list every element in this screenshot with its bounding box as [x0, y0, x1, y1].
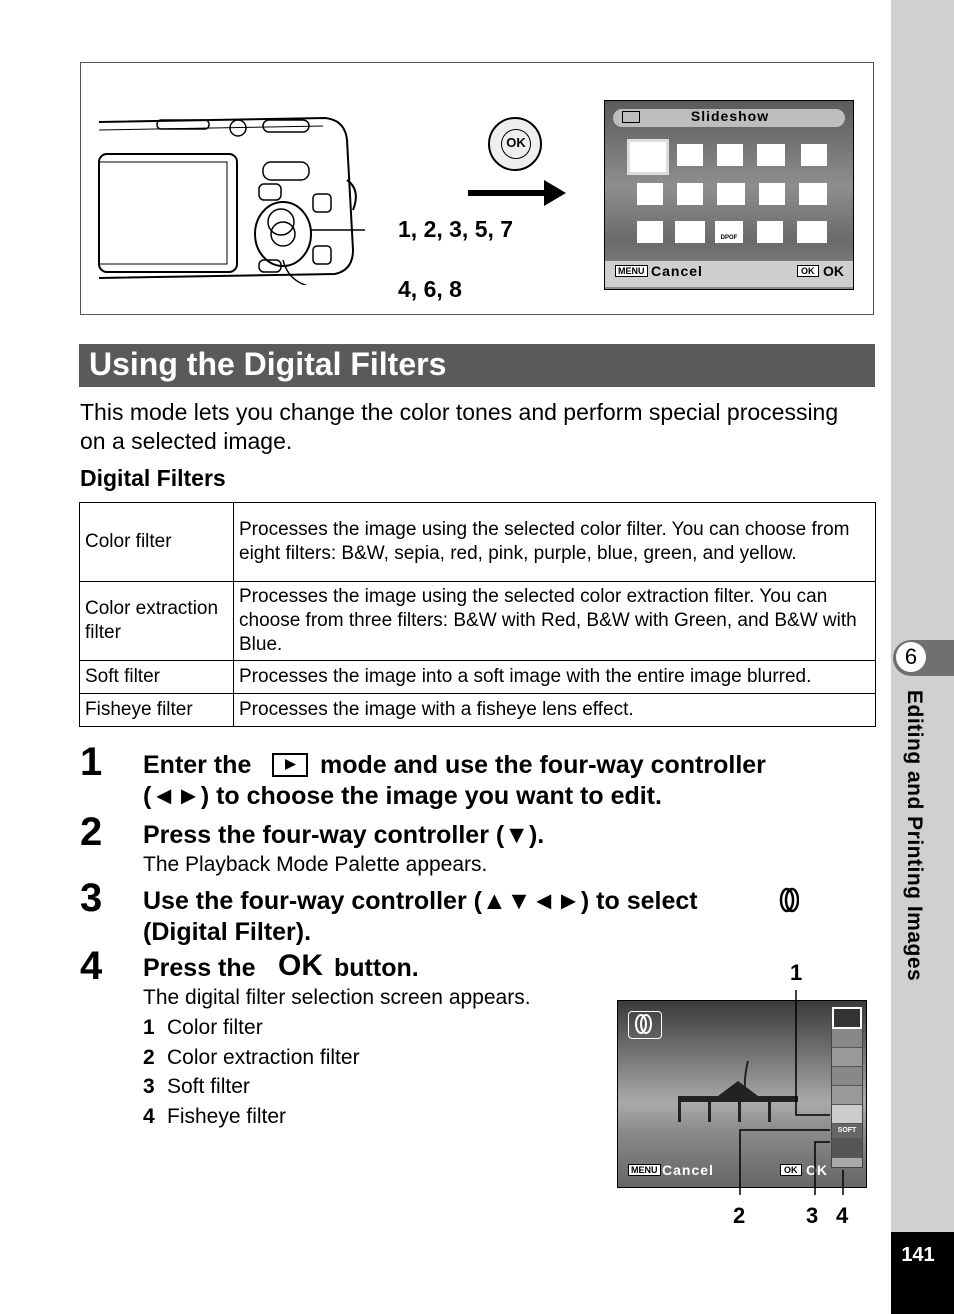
- step-3-text-b: (Digital Filter).: [143, 918, 312, 946]
- movie-edit-icon: [797, 221, 827, 243]
- list-number: 2: [143, 1045, 155, 1069]
- list-item: [143, 1102, 360, 1132]
- filter-name: Fisheye filter: [80, 694, 234, 727]
- resize-icon: [677, 144, 703, 166]
- table-row: [80, 582, 876, 661]
- list-text: Color extraction filter: [167, 1045, 360, 1069]
- protect-icon: [675, 221, 705, 243]
- step-number: 2: [80, 810, 103, 854]
- digital-filters-table: [79, 502, 876, 727]
- camera-illustration: [95, 110, 365, 285]
- frame-icon: [759, 183, 785, 205]
- step-1-text-c: (◄►) to choose the image you want to edit.: [143, 782, 662, 810]
- ok-button-label: OK: [501, 129, 531, 159]
- callout-1: 1: [790, 960, 803, 985]
- ok-key-icon: OK: [797, 265, 819, 277]
- list-text: Fisheye filter: [167, 1104, 287, 1128]
- cropping-icon: [717, 144, 743, 166]
- soft-filter-option: SOFT: [832, 1124, 862, 1138]
- filter-description: Processes the image into a soft image with the entire image blurred.: [234, 661, 876, 694]
- screen-cancel-label: Cancel: [662, 1162, 714, 1178]
- slideshow-icon: [627, 139, 669, 175]
- step-2-text: Press the four-way controller (▼).: [143, 821, 545, 849]
- list-text: Color filter: [167, 1016, 263, 1039]
- step-4-text-a: Press the: [143, 954, 256, 982]
- screen-ok-label: OK: [806, 1162, 827, 1178]
- list-item: [143, 1013, 360, 1043]
- digital-filter-icon: [628, 1011, 662, 1039]
- callout-3: 3: [806, 1203, 819, 1228]
- section-title: Using the Digital Filters: [89, 346, 447, 382]
- table-row: [80, 694, 876, 727]
- step-1-text-a: Enter the: [143, 751, 252, 779]
- menu-key-icon: MENU: [615, 265, 648, 277]
- rotate-icon: [801, 144, 827, 166]
- callout-4: 4: [836, 1203, 849, 1228]
- filter-name: Color filter: [80, 503, 234, 582]
- list-item: [143, 1072, 360, 1102]
- filter-list: [143, 1013, 360, 1131]
- table-row: [80, 503, 876, 582]
- step-4-sub: The digital filter selection screen appears.: [143, 986, 531, 1009]
- palette-ok-label: OK: [823, 263, 844, 279]
- list-number: 3: [143, 1075, 155, 1098]
- ok-key-icon: OK: [780, 1164, 802, 1176]
- list-item: [143, 1043, 360, 1073]
- step-number: 4: [80, 944, 103, 988]
- arrow-right-icon: [468, 178, 568, 208]
- list-text: Soft filter: [167, 1075, 250, 1098]
- menu-key-icon: MENU: [628, 1164, 661, 1176]
- chapter-title: Editing and Printing Images: [903, 690, 926, 982]
- image-copy-icon: [757, 144, 785, 166]
- step-1-text-b: mode and use the four-way controller: [320, 751, 766, 779]
- callout-steps-a: 1, 2, 3, 5, 7: [398, 216, 514, 242]
- palette-title: Slideshow: [690, 108, 770, 124]
- callout-2: 2: [733, 1203, 746, 1228]
- start-up-screen-icon: [757, 221, 783, 243]
- list-number: 1: [143, 1016, 155, 1039]
- playback-mode-icon: [272, 753, 308, 777]
- frame-composite-icon: [717, 183, 745, 205]
- page-number: 141: [901, 1244, 935, 1266]
- filter-name: Color extraction filter: [80, 582, 234, 661]
- step-4-text-b: button.: [334, 954, 419, 982]
- dpof-icon: DPOF: [715, 221, 743, 243]
- callout-lines: [730, 985, 860, 1210]
- digital-filter-icon: [637, 183, 663, 205]
- ok-button-icon: [488, 117, 542, 171]
- brightness-filter-icon: [677, 183, 703, 205]
- step-2-sub: The Playback Mode Palette appears.: [143, 853, 488, 876]
- digital-filter-icon: [779, 886, 799, 914]
- filter-description: Processes the image using the selected color extraction filter. You can choose from three filters: B&W with Red, B&W with Green, and B&W with Blue.: [234, 582, 876, 661]
- table-heading: Digital Filters: [80, 465, 226, 491]
- table-row: [80, 661, 876, 694]
- palette-cancel-label: Cancel: [651, 263, 703, 279]
- chapter-number: 6: [896, 642, 926, 672]
- filter-name: Soft filter: [80, 661, 234, 694]
- filter-description: Processes the image with a fisheye lens effect.: [234, 694, 876, 727]
- callout-steps-b: 4, 6, 8: [398, 276, 462, 302]
- step-number: 1: [80, 740, 103, 784]
- red-eye-edit-icon: [799, 183, 827, 205]
- playback-palette-screen: [604, 100, 854, 290]
- filter-description: Processes the image using the selected color filter. You can choose from eight filters: B&W, sepia, red, pink, purple, blue, green, and yellow.: [234, 503, 876, 582]
- list-number: 4: [143, 1104, 155, 1128]
- step-number: 3: [80, 876, 103, 920]
- voice-memo-icon: [637, 221, 663, 243]
- intro-paragraph: This mode lets you change the color tones and perform special processing on a selected image.: [80, 399, 839, 454]
- step-3-text-a: Use the four-way controller (▲▼◄►) to select: [143, 887, 698, 915]
- ok-key-label: OK: [278, 949, 323, 982]
